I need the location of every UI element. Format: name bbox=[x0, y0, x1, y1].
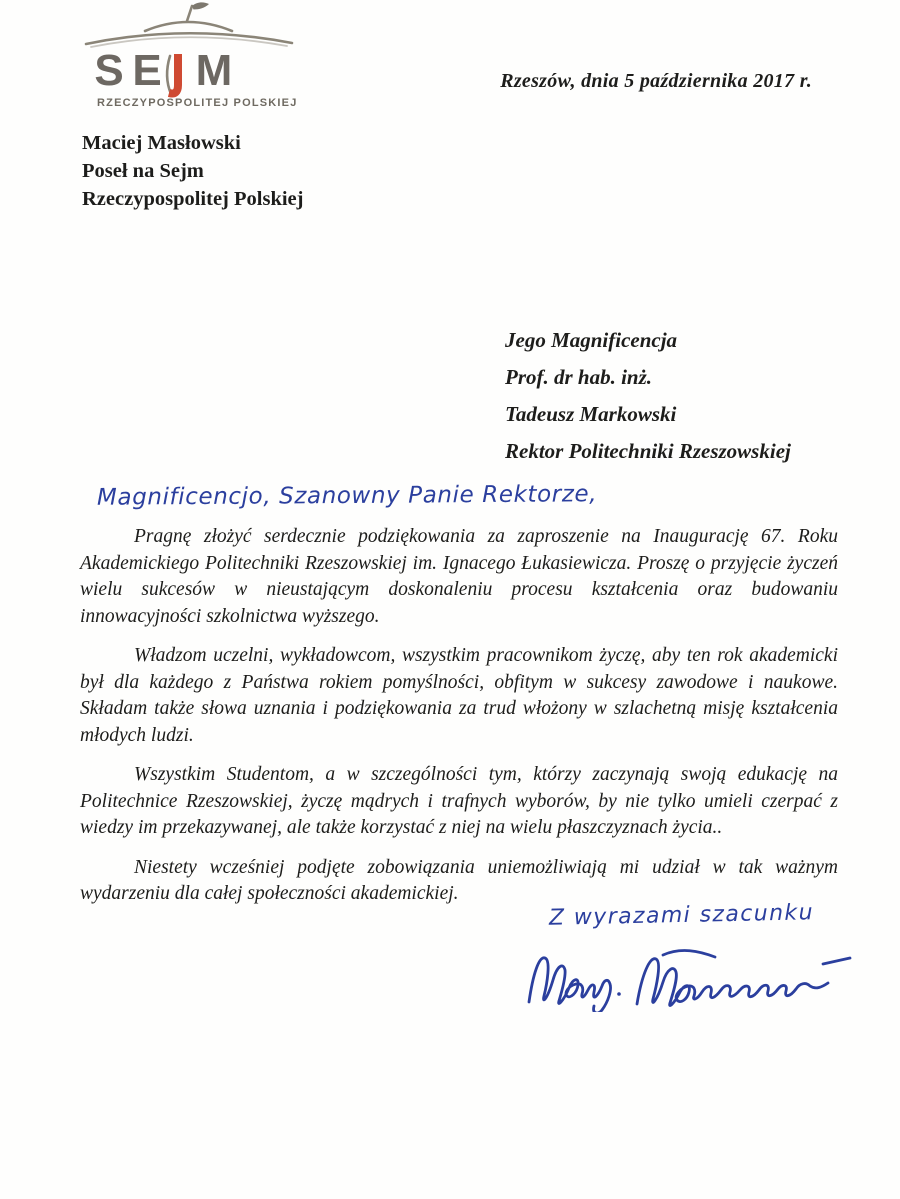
recipient-position: Rektor Politechniki Rzeszowskiej bbox=[505, 439, 791, 463]
recipient-degrees: Prof. dr hab. inż. bbox=[505, 365, 653, 389]
letter-body bbox=[80, 524, 838, 908]
sejm-dome-icon bbox=[83, 2, 323, 114]
logo-letter-m: M bbox=[195, 46, 233, 95]
signature-scribble bbox=[523, 944, 855, 1012]
body-paragraph-1: Pragnę złożyć serdecznie podziękowania za zaproszenie na Inaugurację 67. Roku Akademickiego Politechniki Rzeszowskiej im. Ignacego Łukasiewicza. Proszę o przyjęcie życzeń wielu sukcesów w nieustającym doskonaleniu procesu kształcenia oraz budowaniu innowacyjności szkolnictwa wyższego. bbox=[80, 526, 838, 627]
logo-letter-j bbox=[167, 54, 178, 94]
logo-subtitle: RZECZYPOSPOLITEJ POLSKIEJ bbox=[97, 97, 298, 109]
sender-title-2: Rzeczypospolitej Polskiej bbox=[82, 188, 304, 210]
logo-letter-e: E bbox=[132, 46, 162, 95]
body-paragraph-4: Niestety wcześniej podjęte zobowiązania uniemożliwiają mi udział w tak ważnym wydarzeniu dla całej społeczności akademickiej. bbox=[80, 856, 838, 904]
flag-icon bbox=[192, 2, 209, 9]
recipient-name: Tadeusz Markowski bbox=[505, 402, 677, 426]
logo-wordmark bbox=[94, 46, 232, 95]
sender-name: Maciej Masłowski bbox=[82, 132, 241, 154]
date-line: Rzeszów, dnia 5 października 2017 r. bbox=[500, 70, 812, 92]
logo-letter-s: S bbox=[94, 46, 124, 95]
recipient-honorific: Jego Magnificencja bbox=[505, 328, 678, 352]
body-paragraph-2: Władzom uczelni, wykładowcom, wszystkim pracownikom życzę, aby ten rok akademicki był dla każdego z Państwa rokiem pomyślności, obfitym w sukcesy zawodowe i naukowe. Składam także słowa uznania i podziękowania za trud włożony w szlachetną misję kształcenia młodych ludzi. bbox=[80, 645, 838, 746]
sender-title: Poseł na Sejm bbox=[82, 160, 204, 182]
salutation-handwriting: Magnificencjo, Szanowny Panie Rektorze, bbox=[96, 481, 598, 511]
sejm-logo bbox=[83, 2, 323, 114]
body-paragraph-3: Wszystkim Studentom, a w szczególności tym, którzy zaczynają swoją edukację na Politechnice Rzeszowskiej, życzę mądrych i trafnych wyborów, by nie tylko umieli czerpać z wiedzy im przekazywanej, ale także korzystać z niej na wielu płaszczyznach życia.. bbox=[80, 764, 838, 838]
dome-sketch-icon bbox=[86, 6, 292, 47]
closing-handwriting: Z wyrazami szacunku bbox=[548, 900, 815, 931]
sender-block bbox=[82, 129, 303, 213]
recipient-block bbox=[505, 322, 791, 470]
